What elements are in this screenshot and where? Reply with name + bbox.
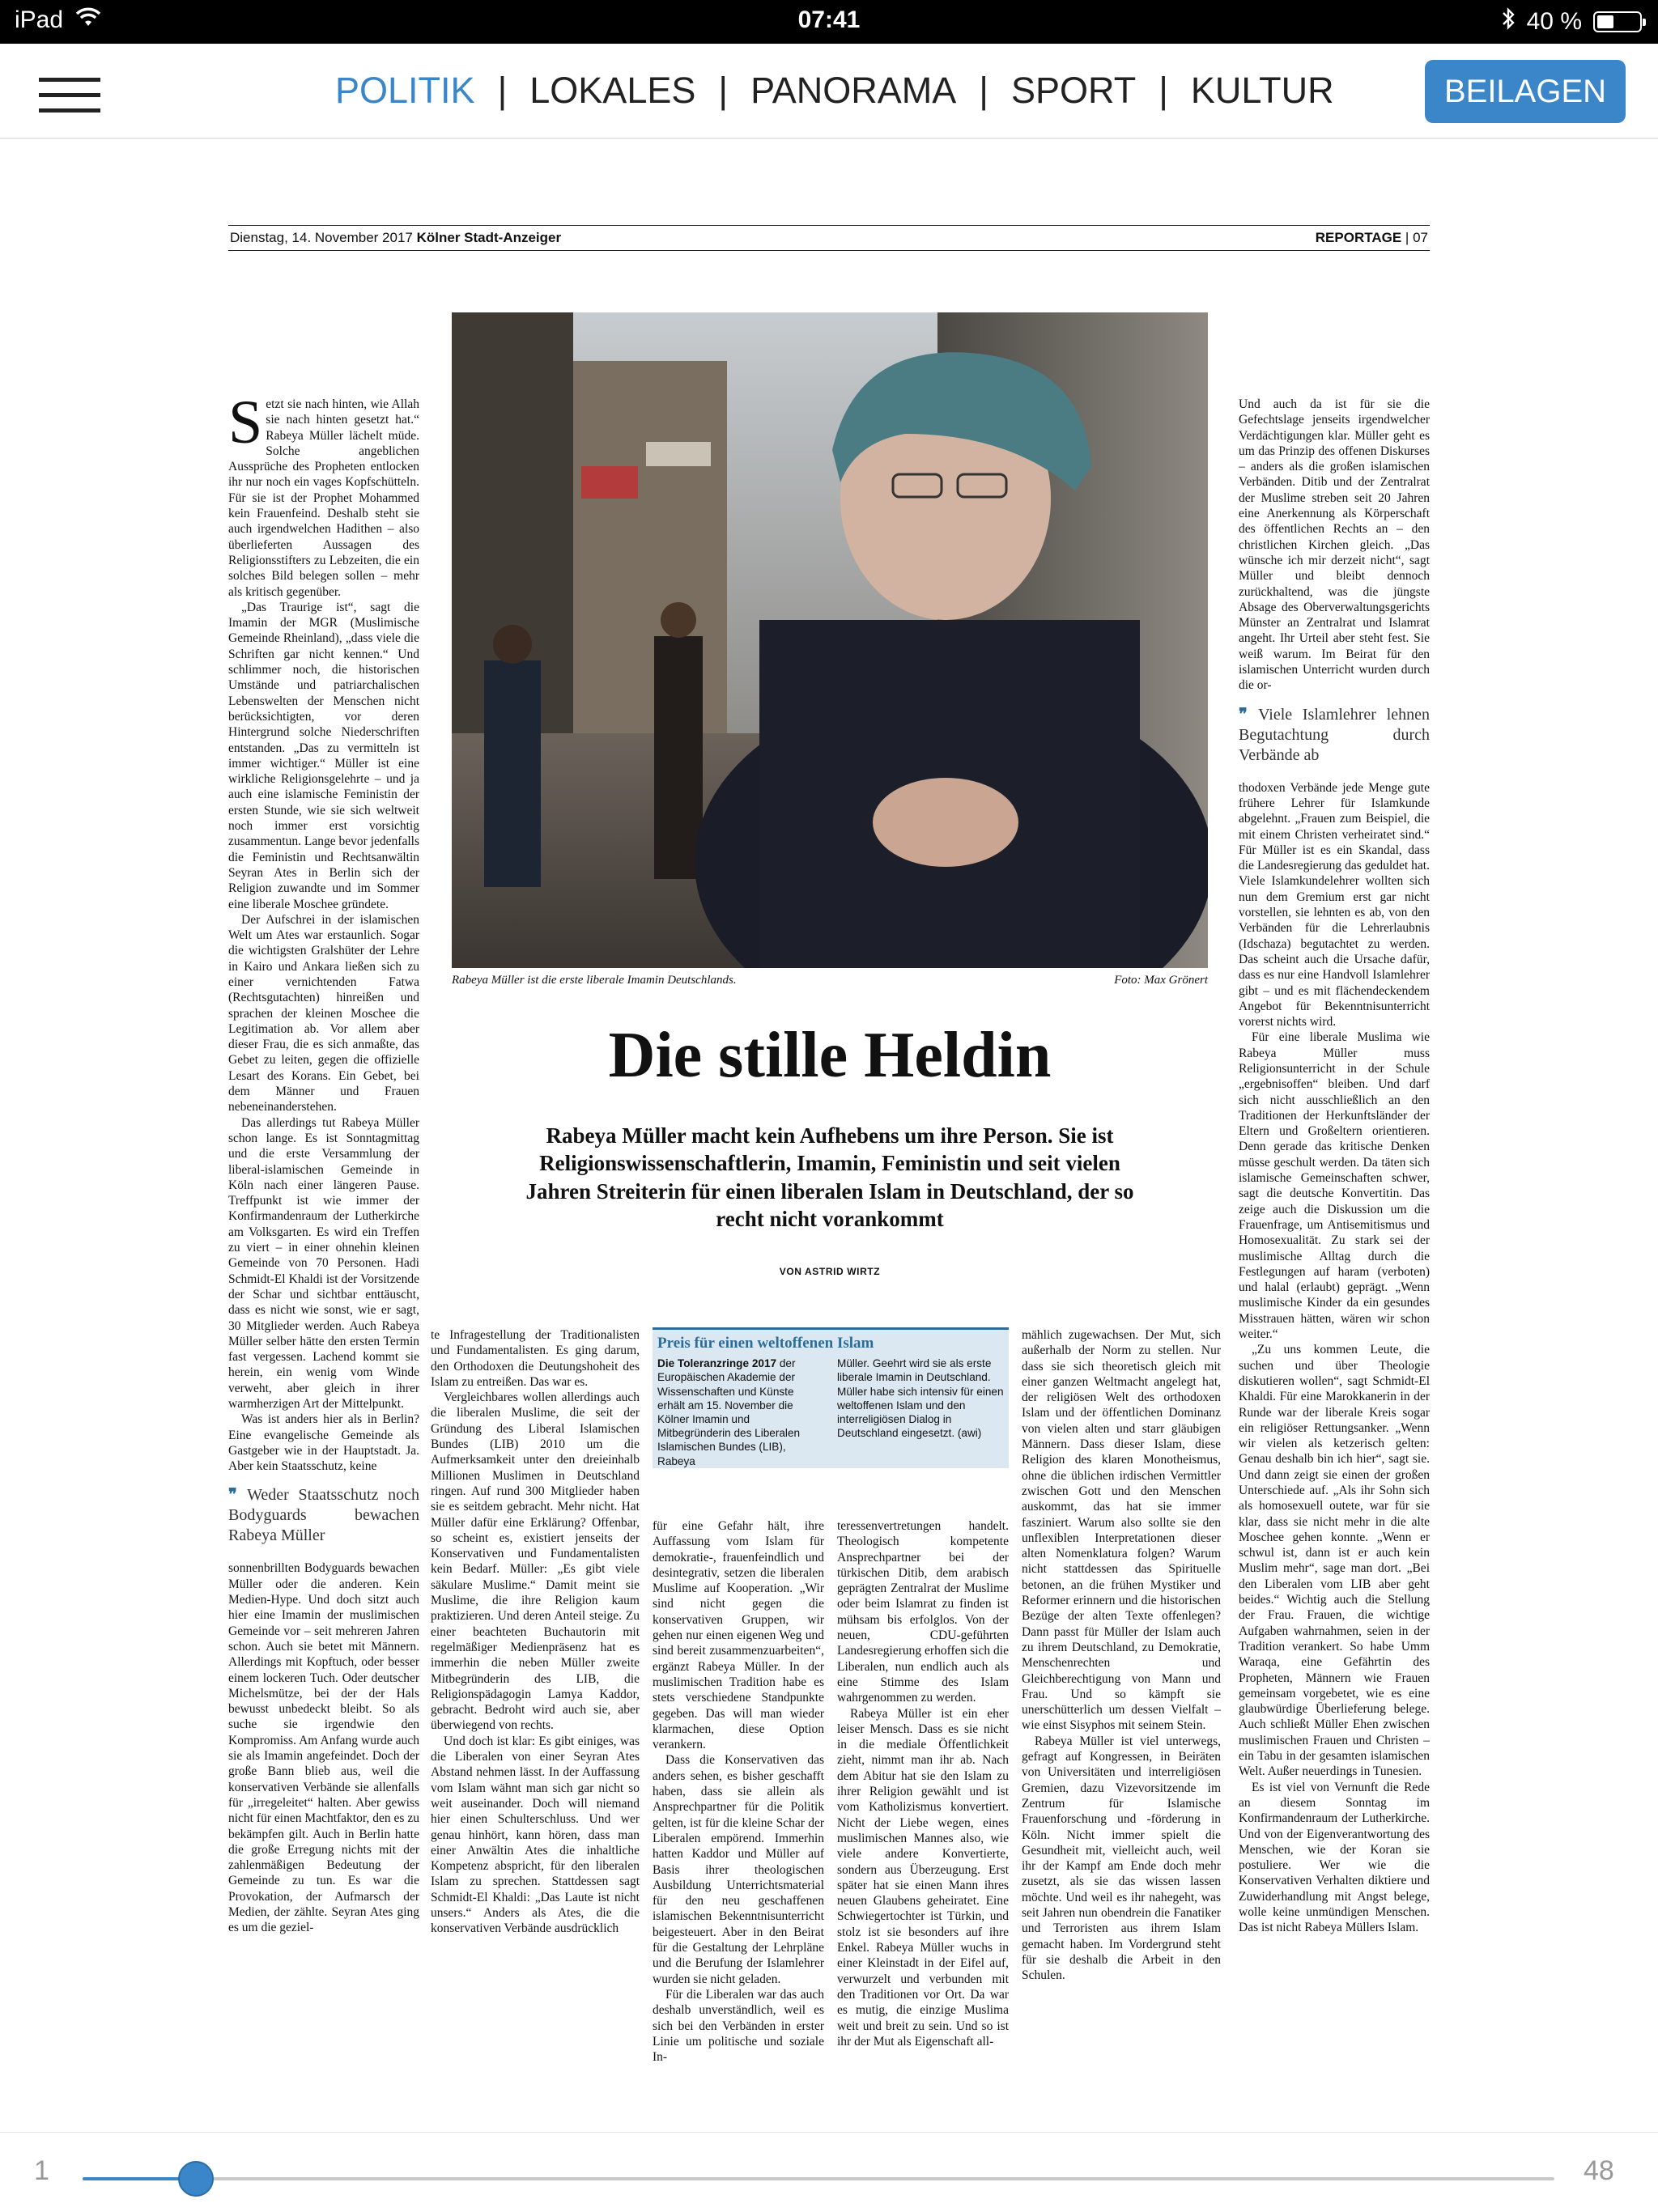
article-column bbox=[1022, 1327, 1221, 1983]
clock: 07:41 bbox=[797, 6, 861, 33]
tab-separator: | bbox=[1158, 70, 1168, 111]
tab-separator: | bbox=[979, 70, 988, 111]
paragraph: Was ist anders hier als in Berlin? Eine evangelische Gemeinde als Gastgeber wie in der Hauptstadt. Ja. Aber kein Staatsschutz, keine bbox=[228, 1412, 419, 1474]
newspaper-page bbox=[228, 225, 1431, 2065]
paragraph: Für die Liberalen war das auch deshalb unverständlich, weil es sich bei den Verbänden in erster Linie um politische und soziale In- bbox=[653, 1987, 824, 2065]
photo-caption bbox=[452, 973, 1208, 988]
battery-percentage: 40 % bbox=[1526, 8, 1582, 35]
paragraph: te Infragestellung der Traditionalisten und Fundamentalisten. Es ging darum, den Orthodoxen die Deutungshoheit des Islam zu entreißen. Das war es. bbox=[431, 1328, 640, 1389]
info-box bbox=[653, 1327, 1009, 1468]
page-slider-thumb[interactable] bbox=[178, 2161, 214, 2197]
article-column bbox=[1239, 397, 1430, 1936]
portrait-photo bbox=[452, 312, 1208, 968]
info-box-text: Müller. Geehrt wird sie als erste liberale Imamin in Deutschland. Müller habe sich intensiv für einen weltoffenen Islam und den interreligiösen Dialog in Deutschland eingesetzt. (awi) bbox=[837, 1357, 1004, 1440]
paragraph: sonnenbrillten Bodyguards bewachen Müller oder die anderen. Kein Medien-Hype. Und doch sitzt auch hier eine Imamin der muslimischen Gemeinde vor – seit mehreren Jahren schon. Auch sie betet mit Männern. Allerdings mit Kopftuch, oder besser einem lockeren Tuch. Oder deutscher Michelsmütze, bei der der Hals bewusst unbedeckt bleibt. So als suche sie irgendwie den Kompromiss. Am Anfang wurde auch sie als Imamin angefeindet. Doch der große Bann blieb aus, weil die konservativen Verbände sie allenfalls für „irregeleitet“ halten. Aber gewiss nicht für einen Machtfaktor, den es zu bekämpfen gilt. Auch in Berlin hatte die große Erregung nichts mit der zahlenmäßigen Bedeutung der Gemeinde zu tun. Es war die Provokation, der Aufmarsch der Medien, der zählte. Seyran Ates ging es um die geziel- bbox=[228, 1561, 419, 1935]
caption-text: Rabeya Müller ist die erste liberale Imamin Deutschlands. bbox=[452, 974, 737, 987]
paragraph: etzt sie nach hinten, wie Allah sie nach hinten gesetzt hat.“ Rabeya Müller lächelt müde. Solche angeblichen Aussprüche des Propheten entlocken ihr nur noch ein vages Kopfschütteln. Für sie ist der Prophet Mohammed kein Frauenfeind. Deshalb steht sie auch irgendwelchen Hadithen – also überlieferten Aussagen des Religionsstifters zu Lebzeiten, die ein solches Bild belegen sollen – mehr als kritisch gegenüber. bbox=[228, 397, 419, 599]
battery-icon bbox=[1593, 11, 1642, 32]
paragraph: thodoxen Verbände jede Menge gute frühere Lehrer für Islamkunde abgelehnt. „Frauen zum Beispiel, die mit einem Christen verheiratet sind.“ Für Müller ist es ein Skandal, dass die Landesregierung das geduldet hat. Viele Islamkundelehrer wollten sich nun dem Gremium erst gar nicht vorstellen, sie lehnten es ab, von den Verbänden für die Lehrerlaubnis (Idschaza) begutachtet zu werden. Das scheint auch die Ursache dafür, dass es nur eine Handvoll Islamlehrer gibt – und es mit flächendeckendem Angebot für Bekenntnisunterricht vorerst nichts wird. bbox=[1239, 780, 1430, 1030]
beilagen-button[interactable]: BEILAGEN bbox=[1425, 60, 1626, 123]
paragraph: Für eine liberale Muslima wie Rabeya Müller muss Religionsunterricht in der Schule „ergebnisoffen“ bleiben. Und darf sich nicht ausschließlich an den Traditionen der Herkunftsländer der Eltern und Großeltern orientieren. Denn gerade das kritische Denken müsse geschult werden. Da täten sich islamische Gemeinschaften schwer, sagt die deutsche Konvertitin. Das zeige auch die Diskussion um die Frauenfrage, um Antisemitismus und Homosexualität. Zu stark sei der muslimische Alltag durch die Festlegungen auf haram (verboten) und halal (erlaubt) geprägt. „Wenn muslimische Kinder da ein gesundes Misstrauen hätten, wären wir schon weiter.“ bbox=[1239, 1030, 1430, 1342]
paragraph: Rabeya Müller ist ein eher leiser Mensch. Dass es sie nicht in die mediale Öffentlichkeit zieht, nimmt man ihr ab. Nach dem Abitur hat sie den Islam zu ihrer Religion gewählt und ist vom Katholizismus konvertiert. Nicht der Liebe wegen, eines muslimischen Mannes also, wie viele andere Konvertierte, sondern aus Überzeugung. Erst später hat sie einen Mann ihres neuen Glaubens geheiratet. Eine Schwiegertochter ist Türkin, und stolz ist sie besonders auf ihre Enkel. Rabeya Müller wuchs in einer Kleinstadt in der Eifel auf, verwurzelt und verbunden mit den Traditionen vor Ort. Da war es mutig, die einzige Muslima weit und breit zu sein. Und so ist ihr der Mut als Eigenschaft all- bbox=[837, 1706, 1009, 2049]
paragraph: Es ist viel von Vernunft die Rede an diesem Sonntag im Konfirmandenraum der Lutherkirche. Und von der Eigenverantwortung des Menschen, wie der Koran sie postuliere. Wer wie die Konservativen Verhalten diktiere und Zuwiderhandlung mit Angst belege, wolle keine unmündigen Menschen. Das ist nicht Rabeya Müllers Islam. bbox=[1239, 1780, 1430, 1935]
tab-kultur[interactable]: KULTUR bbox=[1190, 70, 1334, 111]
article-column bbox=[837, 1518, 1009, 2049]
paragraph: für eine Gefahr hält, ihre Auffassung vom Islam für demokratie-, frauenfeindlich und desintegrativ, setzen die liberalen Muslime auf Kooperation. „Wir sind nicht gegen die konservativen Gruppen, wir gehen nur einen eigenen Weg und sind bereit zusammenzuarbeiten“, ergänzt Rabeya Müller. In der muslimischen Tradition habe es stets verschiedene Standpunkte gegeben. Das will man wieder klarmachen, diese Option verankern. bbox=[653, 1519, 824, 1752]
drop-cap: S bbox=[228, 388, 263, 456]
quote-mark-icon: ❞ bbox=[228, 1486, 248, 1505]
tab-separator: | bbox=[718, 70, 729, 111]
headline: Die stille Heldin bbox=[608, 1020, 1052, 1091]
section-label: REPORTAGE bbox=[1315, 230, 1402, 245]
paragraph: Rabeya Müller ist viel unterwegs, gefragt auf Kongressen, in Beiräten von Universitäten und interreligiösen Gremien, dazu Vizevorsitzende im Zentrum für Islamische Frauenforschung und -förderung in Köln. Nicht immer spielt die Gesundheit mit, vielleicht auch, weil ihr der Kampf am Ende doch mehr zusetzt, als sie das wissen lassen möchte. Und weil es ihr nahegeht, was seit Jahren nun obendrein die Fanatiker und Terroristen aus ihrem Islam gemacht haben. Im Vordergrund steht für sie deshalb die Arbeit in den Schulen. bbox=[1022, 1734, 1221, 1983]
pull-quote-text: Viele Islamlehrer lehnen Begutachtung durch Verbände ab bbox=[1239, 705, 1431, 764]
paragraph: „Das Traurige ist“, sagt die Imamin der MGR (Muslimische Gemeinde Rheinland), „dass viele die Schriften gar nicht kennen.“ Und schlimmer noch, die historischen Umstände und patriarchalischen Lebenswelten der Menschen nicht berücksichtigten, vor deren Hintergrund solche Niederschriften entstanden. „Das zu vermitteln ist immer wichtiger.“ Müller ist eine wirkliche Religionsgelehrte – und ja auch eine islamische Feministin der ersten Stunde, wie sie sich weltweit noch immer erst vorsichtig zusammentun. Lange bevor jedenfalls die Feministin und Rechtsanwältin Seyran Ates in Berlin sich der Religion zuwandte und im Sommer eine liberale Moschee gründete. bbox=[228, 600, 419, 911]
info-box-lead: Die Toleranzringe 2017 bbox=[657, 1357, 777, 1370]
tab-sport[interactable]: SPORT bbox=[1011, 70, 1137, 111]
paragraph: Dass die Konservativen das anders sehen, es bisher geschafft haben, dass sie allein als Ansprechpartner für die Politik gelten, ist für die kleine Schar der Liberalen empörend. Immerhin hatten Kaddor und Müller auf Basis ihrer theologischen Ausbildung Unterrichtsmaterial für den neu geschaffenen islamischen Bekenntnisunterricht beigesteuert. Aber in den Beirat für die Gestaltung der Lehrpläne und die Berufung der Islamlehrer wurden sie nicht geladen. bbox=[653, 1753, 824, 1986]
paragraph: „Zu uns kommen Leute, die suchen und über Theologie diskutieren wollen“, sagt Schmidt-El Khaldi. Für eine Marokkanerin in der Runde war der liberale Kreis sogar ein religiöser Rettungsanker. „Wenn wir vielen als ketzerisch gelten: Genau deshalb bin ich hier“, sagt sie. Und dann zeigt sie einen der großen Unterschiede auf. „Als ihr Sohn sich als homosexuell outete, war für sie klar, dass sie nicht mehr in die alte Moschee gehen konnte. „Wenn er schwul ist, dann ist er auch kein Muslim mehr“, sage man dort. „Bei den Liberalen vom LIB aber geht beides.“ Wichtig auch die Stellung der Frau. Frauen, die wichtige Aufgaben wahrnahmen, seien in der Tradition verankert. So habe Umm Waraqa, eine Gefährtin des Propheten, Männern wie Frauen gemeinsam vorgebetet, wie es eine glaubwürdige Überlieferung belege. Auch schließt Müller Ehen zwischen muslimischen Frauen und Christen – ein Tabu in der gesamten islamischen Welt. Außer neuerdings in Tunesien. bbox=[1239, 1343, 1430, 1779]
paragraph: Und auch da ist für sie die Gefechtslage jenseits irgendwelcher Verdächtigungen klar. Müller geht es um das Prinzip des offenen Diskurses – anders als die großen islamischen Verbänden. Ditib und der Zentralrat der Muslime streben seit 20 Jahren eine Anerkennung als Körperschaft des öffentlichen Rechts an – den christlichen Kirchen gleich. „Das wünsche ich mir derzeit nicht“, sagt Müller und bleibt dennoch zurückhaltend, was die jüngste Absage des Oberverwaltungsgerichts Münster an Zentralrat und Islamrat angeht. Ihr Urteil aber steht fest. Sie weiß warum. Im Beirat für den islamischen Unterricht wurden durch die or- bbox=[1239, 397, 1430, 693]
photo-credit: Foto: Max Grönert bbox=[1114, 974, 1208, 987]
paragraph: Und doch ist klar: Es gibt einiges, was die Liberalen von einer Seyran Ates Abstand nehmen lässt. In der Auffassung vom Islam wähnt man sich gar nicht so weit auseinander. Doch will niemand hier einen Schulterschluss. Und wer genau hinhört, kann hören, dass man einer Anwältin Ates die inhaltliche Kompetenz abspricht, für den liberalen Islam zu sprechen. Stattdessen sagt Schmidt-El Khaldi: „Das Laute ist nicht unsers.“ Anders als Ates, die die konservativen Verbände ausdrücklich bbox=[431, 1734, 640, 1936]
section-navigation-bar bbox=[0, 44, 1658, 139]
page-scrubber bbox=[0, 2132, 1658, 2212]
issue-date: Dienstag, 14. November 2017 bbox=[230, 230, 413, 245]
paragraph: Vergleichbares wollen allerdings auch die liberalen Muslime, die seit der Gründung des Liberal Islamischen Bundes (LIB) 2010 um die Aufmerksamkeit unter den dreieinhalb Millionen Muslimen in Deutschland ringen. Auf rund 300 Mitglieder haben sie es seitdem gebracht. Mehr nicht. Hat Müller dafür eine Erklärung? Offenbar, so scheint es, existiert jenseits der Konservativen und Fundamentalisten kein Bedarf. Müller: „Es gibt viele säkulare Muslime.“ Damit meint sie Muslime, die ihre Religion kaum praktizieren. Und deren Anteil steige. Zu einer beachteten Buchautorin mit regelmäßiger Medienpräsenz hat es immerhin die neben Müller zweite Mitbegründerin des LIB, die Religionspädagogin Lamya Kaddor, gebracht. Bedroht wird auch sie, aber überwiegend von rechts. bbox=[431, 1390, 640, 1733]
info-box-text: der Europäischen Akademie der Wissenschaften und Künste erhält am 15. November die Kölner Imamin und Mitbegründerin des Liberalen Islamischen Bundes (LIB), Rabeya bbox=[657, 1357, 801, 1467]
paragraph: mählich zugewachsen. Der Mut, sich außerhalb der Norm zu stellen. Nur dass sie sich theoretisch gleich mit einer ganzen Weltmacht angelegt hat, der religiösen Welt des orthodoxen Islam und der öffentlichen Dominanz von vielen alten und starr gläubigen Männern. Dass dieser Islam, diese Religion des klaren Monotheismus, ohne die üblichen irdischen Vermittler zwischen Gott und den Menschen auskommt, das hat sie immer fasziniert. Warum also sollte sie den unflexiblen Interpretationen dieser alten Nomenklatura folgen? Warum nicht stattdessen das Spirituelle betonen, an die frühen Mystiker und Reformer erinnern und die historischen Bezüge der alten Texte offenlegen? Dann passt für Müller der Islam auch zu ihrem Deutschland, zu Demokratie, Menschenrechten und Gleichberechtigung von Mann und Frau. Und so kämpft sie unerschütterlich um dessen Vielfalt – wie einst Sisyphos mit seinem Stein. bbox=[1022, 1328, 1221, 1733]
tab-lokales[interactable]: LOKALES bbox=[529, 70, 696, 111]
status-bar bbox=[0, 0, 1658, 44]
article-column bbox=[653, 1518, 824, 2065]
menu-icon[interactable] bbox=[39, 78, 102, 113]
info-box-title: Preis für einen weltoffenen Islam bbox=[657, 1335, 874, 1352]
tab-separator: | bbox=[497, 70, 508, 111]
last-page-label: 48 bbox=[1584, 2155, 1614, 2186]
bluetooth-icon bbox=[1501, 6, 1516, 37]
page-header: Dienstag, 14. November 2017 Kölner Stadt-Anzeiger REPORTAGE | 07 bbox=[228, 225, 1430, 251]
paragraph: teressenvertretungen handelt. Theologisch kompetente Ansprechpartner bei der türkischen Ditib, dem arabisch geprägten Zentralrat der Muslime oder beim Islamrat zu finden ist mühsam bis erfolglos. Von der neuen, CDU-geführten Landesregierung erhoffen sich die Liberalen, nun endlich auch als eine Stimme des Islam wahrgenommen zu werden. bbox=[837, 1519, 1009, 1705]
pull-quote-text: Weder Staatsschutz noch Bodyguards bewachen Rabeya Müller bbox=[228, 1486, 420, 1545]
tab-politik[interactable]: POLITIK bbox=[335, 70, 475, 111]
byline: VON ASTRID WIRTZ bbox=[779, 1266, 881, 1277]
pull-quote bbox=[228, 1485, 419, 1546]
article-column bbox=[228, 388, 420, 1936]
section-tabs bbox=[335, 70, 1334, 112]
newspaper-name: Kölner Stadt-Anzeiger bbox=[416, 230, 562, 245]
page-slider-track[interactable] bbox=[83, 2177, 1554, 2180]
paragraph: Der Aufschrei in der islamischen Welt um Ates war erstaunlich. Sogar die wichtigsten Gralshüter der Lehre in Kairo und Ankara ließen sich zu einer vernichtenden Fatwa (Rechtsgutachten) hinreißen und sprachen der kleinen Moschee die Legitimation ab. Vor allem aber dieser Frau, die es sich anmaßte, das Gebet zu leiten, gegen die offizielle Lesart des Korans. Ein Gebet, bei dem Männer und Frauen nebeneinanderstehen. bbox=[228, 912, 419, 1114]
pull-quote bbox=[1239, 705, 1430, 766]
article-column bbox=[431, 1327, 640, 1937]
standfirst: Rabeya Müller macht kein Aufhebens um ihre Person. Sie ist Religionswissenschaftlerin, Imamin, Feministin und seit vielen Jahren Streiterin für einen liberalen Islam in Deutschland, der so recht nicht vorankommt bbox=[525, 1123, 1134, 1231]
paragraph: Das allerdings tut Rabeya Müller schon lange. Es ist Sonntagmittag und die erste Versammlung der liberal-islamischen Gemeinde in Köln nach einer längeren Pause. Treffpunkt ist wie immer der Konfirmandenraum der Lutherkirche am Volksgarten. Es wird ein Treffen zu viert – in einer ohnehin kleinen Gemeinde von 70 Personen. Hadi Schmidt-El Khaldi ist der Vorsitzende der Schar und sichtbar enttäuscht, dass es nicht wie sonst, wie er sagt, 30 Mitglieder werden. Auch Rabeya Müller selber hätte den ersten Termin fast vergessen. Lachend kommt sie herein, ein wenig vom Winde verweht, aber gleich in ihrer warmherzigen Art der Mittelpunkt. bbox=[228, 1115, 419, 1411]
page-number: 07 bbox=[1413, 230, 1428, 245]
device-label: iPad bbox=[15, 6, 64, 33]
first-page-label: 1 bbox=[34, 2155, 49, 2186]
quote-mark-icon: ❞ bbox=[1239, 705, 1259, 724]
tab-panorama[interactable]: PANORAMA bbox=[750, 70, 957, 111]
